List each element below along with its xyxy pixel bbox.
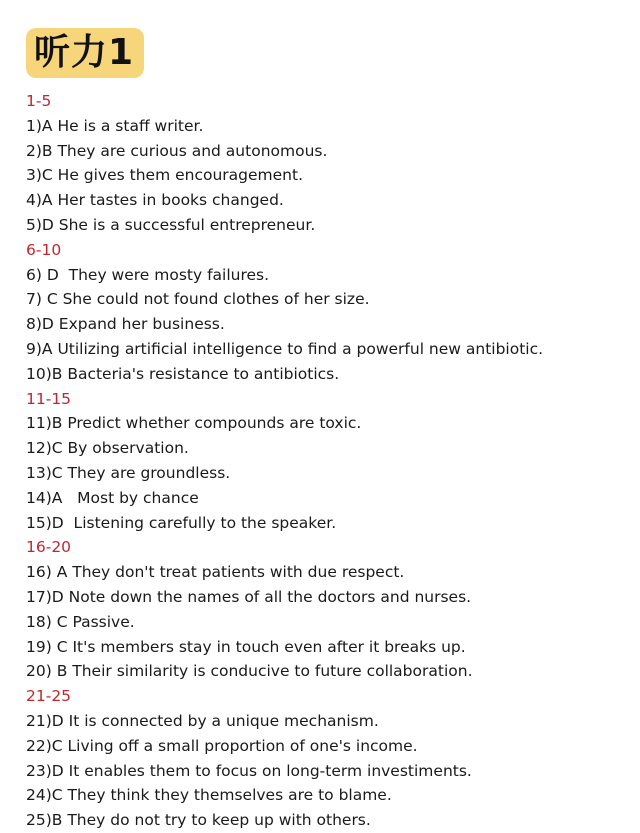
answer-item: 20) B Their similarity is conducive to future collaboration. (26, 662, 473, 681)
answer-item: 21)D It is connected by a unique mechanism. (26, 711, 379, 730)
section-heading: 16-20 (26, 538, 72, 557)
answer-item: 19) C It's members stay in touch even after it breaks up. (26, 637, 466, 656)
page-title: 听力1 (34, 32, 135, 73)
answer-item: 1)A He is a staff writer. (26, 116, 204, 135)
section-heading: 6-10 (26, 240, 62, 259)
answer-item: 6) D They were mosty failures. (26, 265, 270, 284)
answer-item: 15)D Listening carefully to the speaker. (26, 513, 337, 532)
answer-item: 3)C He gives them encouragement. (26, 166, 303, 185)
answer-item: 23)D It enables them to focus on long-term investiments. (26, 761, 472, 780)
answer-item: 9)A Utilizing artificial intelligence to find a powerful new antibiotic. (26, 339, 544, 358)
answer-list (26, 89, 626, 833)
answer-item: 2)B They are curious and autonomous. (26, 141, 328, 160)
answer-item: 12)C By observation. (26, 439, 189, 458)
answer-item: 4)A Her tastes in books changed. (26, 191, 284, 210)
answer-item: 10)B Bacteria's resistance to antibiotics. (26, 364, 340, 383)
answer-item: 25)B They do not try to keep up with others. (26, 811, 371, 830)
answer-item: 22)C Living off a small proportion of one's income. (26, 736, 418, 755)
answer-item: 5)D She is a successful entrepreneur. (26, 215, 316, 234)
section-heading: 21-25 (26, 687, 72, 706)
answer-item: 14)A Most by chance (26, 488, 199, 507)
section-heading: 1-5 (26, 92, 52, 110)
title-badge (26, 28, 144, 78)
answer-item: 11)B Predict whether compounds are toxic. (26, 414, 362, 433)
answer-item: 17)D Note down the names of all the doctors and nurses. (26, 587, 472, 606)
answer-item: 13)C They are groundless. (26, 463, 231, 482)
answer-item: 18) C Passive. (26, 612, 135, 631)
answer-item: 16) A They don't treat patients with due respect. (26, 563, 405, 582)
answer-item: 8)D Expand her business. (26, 315, 225, 334)
answer-item: 24)C They think they themselves are to blame. (26, 786, 392, 805)
section-heading: 11-15 (26, 389, 72, 408)
answer-item: 7) C She could not found clothes of her size. (26, 290, 370, 309)
